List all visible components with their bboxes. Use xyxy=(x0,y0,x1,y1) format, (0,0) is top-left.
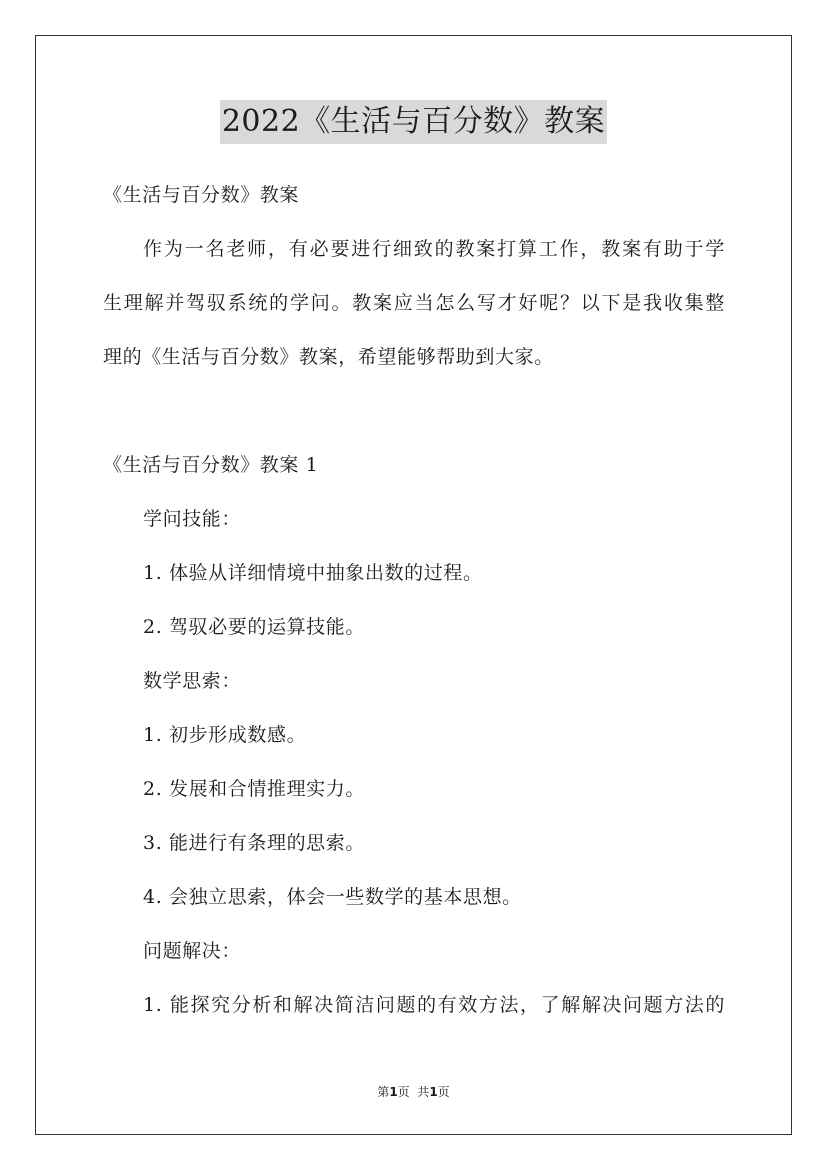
page-footer xyxy=(0,1084,827,1100)
document-subtitle: 《生活与百分数》教案 xyxy=(103,184,300,206)
knowledge-heading: 学问技能： xyxy=(143,508,242,530)
problem-item-1: 1. 能探究分析和解决简洁问题的有效方法，了解解决问题方法的 xyxy=(143,994,725,1016)
footer-page-current: 1 xyxy=(389,1085,398,1099)
title-container xyxy=(0,100,827,144)
thinking-item-4: 4. 会独立思索，体会一些数学的基本思想。 xyxy=(143,886,522,908)
thinking-item-3: 3. 能进行有条理的思索。 xyxy=(143,832,365,854)
intro-line-1: 作为一名老师，有必要进行细致的教案打算工作，教案有助于学 xyxy=(143,238,725,260)
thinking-item-2: 2. 发展和合情推理实力。 xyxy=(143,778,365,800)
knowledge-item-1: 1. 体验从详细情境中抽象出数的过程。 xyxy=(143,562,483,584)
footer-page-suffix: 页 xyxy=(437,1085,450,1099)
footer-page-total: 1 xyxy=(429,1085,438,1099)
footer-page-mid: 页 共 xyxy=(397,1085,430,1099)
footer-page-prefix: 第 xyxy=(377,1085,390,1099)
intro-line-3: 理的《生活与百分数》教案，希望能够帮助到大家。 xyxy=(103,346,554,368)
document-title: 2022《生活与百分数》教案 xyxy=(220,100,607,144)
section-heading: 《生活与百分数》教案 1 xyxy=(103,454,319,476)
thinking-heading: 数学思索： xyxy=(143,670,242,692)
problem-heading: 问题解决： xyxy=(143,940,242,962)
knowledge-item-2: 2. 驾驭必要的运算技能。 xyxy=(143,616,365,638)
thinking-item-1: 1. 初步形成数感。 xyxy=(143,724,307,746)
intro-line-2: 生理解并驾驭系统的学问。教案应当怎么写才好呢？以下是我收集整 xyxy=(103,292,725,314)
